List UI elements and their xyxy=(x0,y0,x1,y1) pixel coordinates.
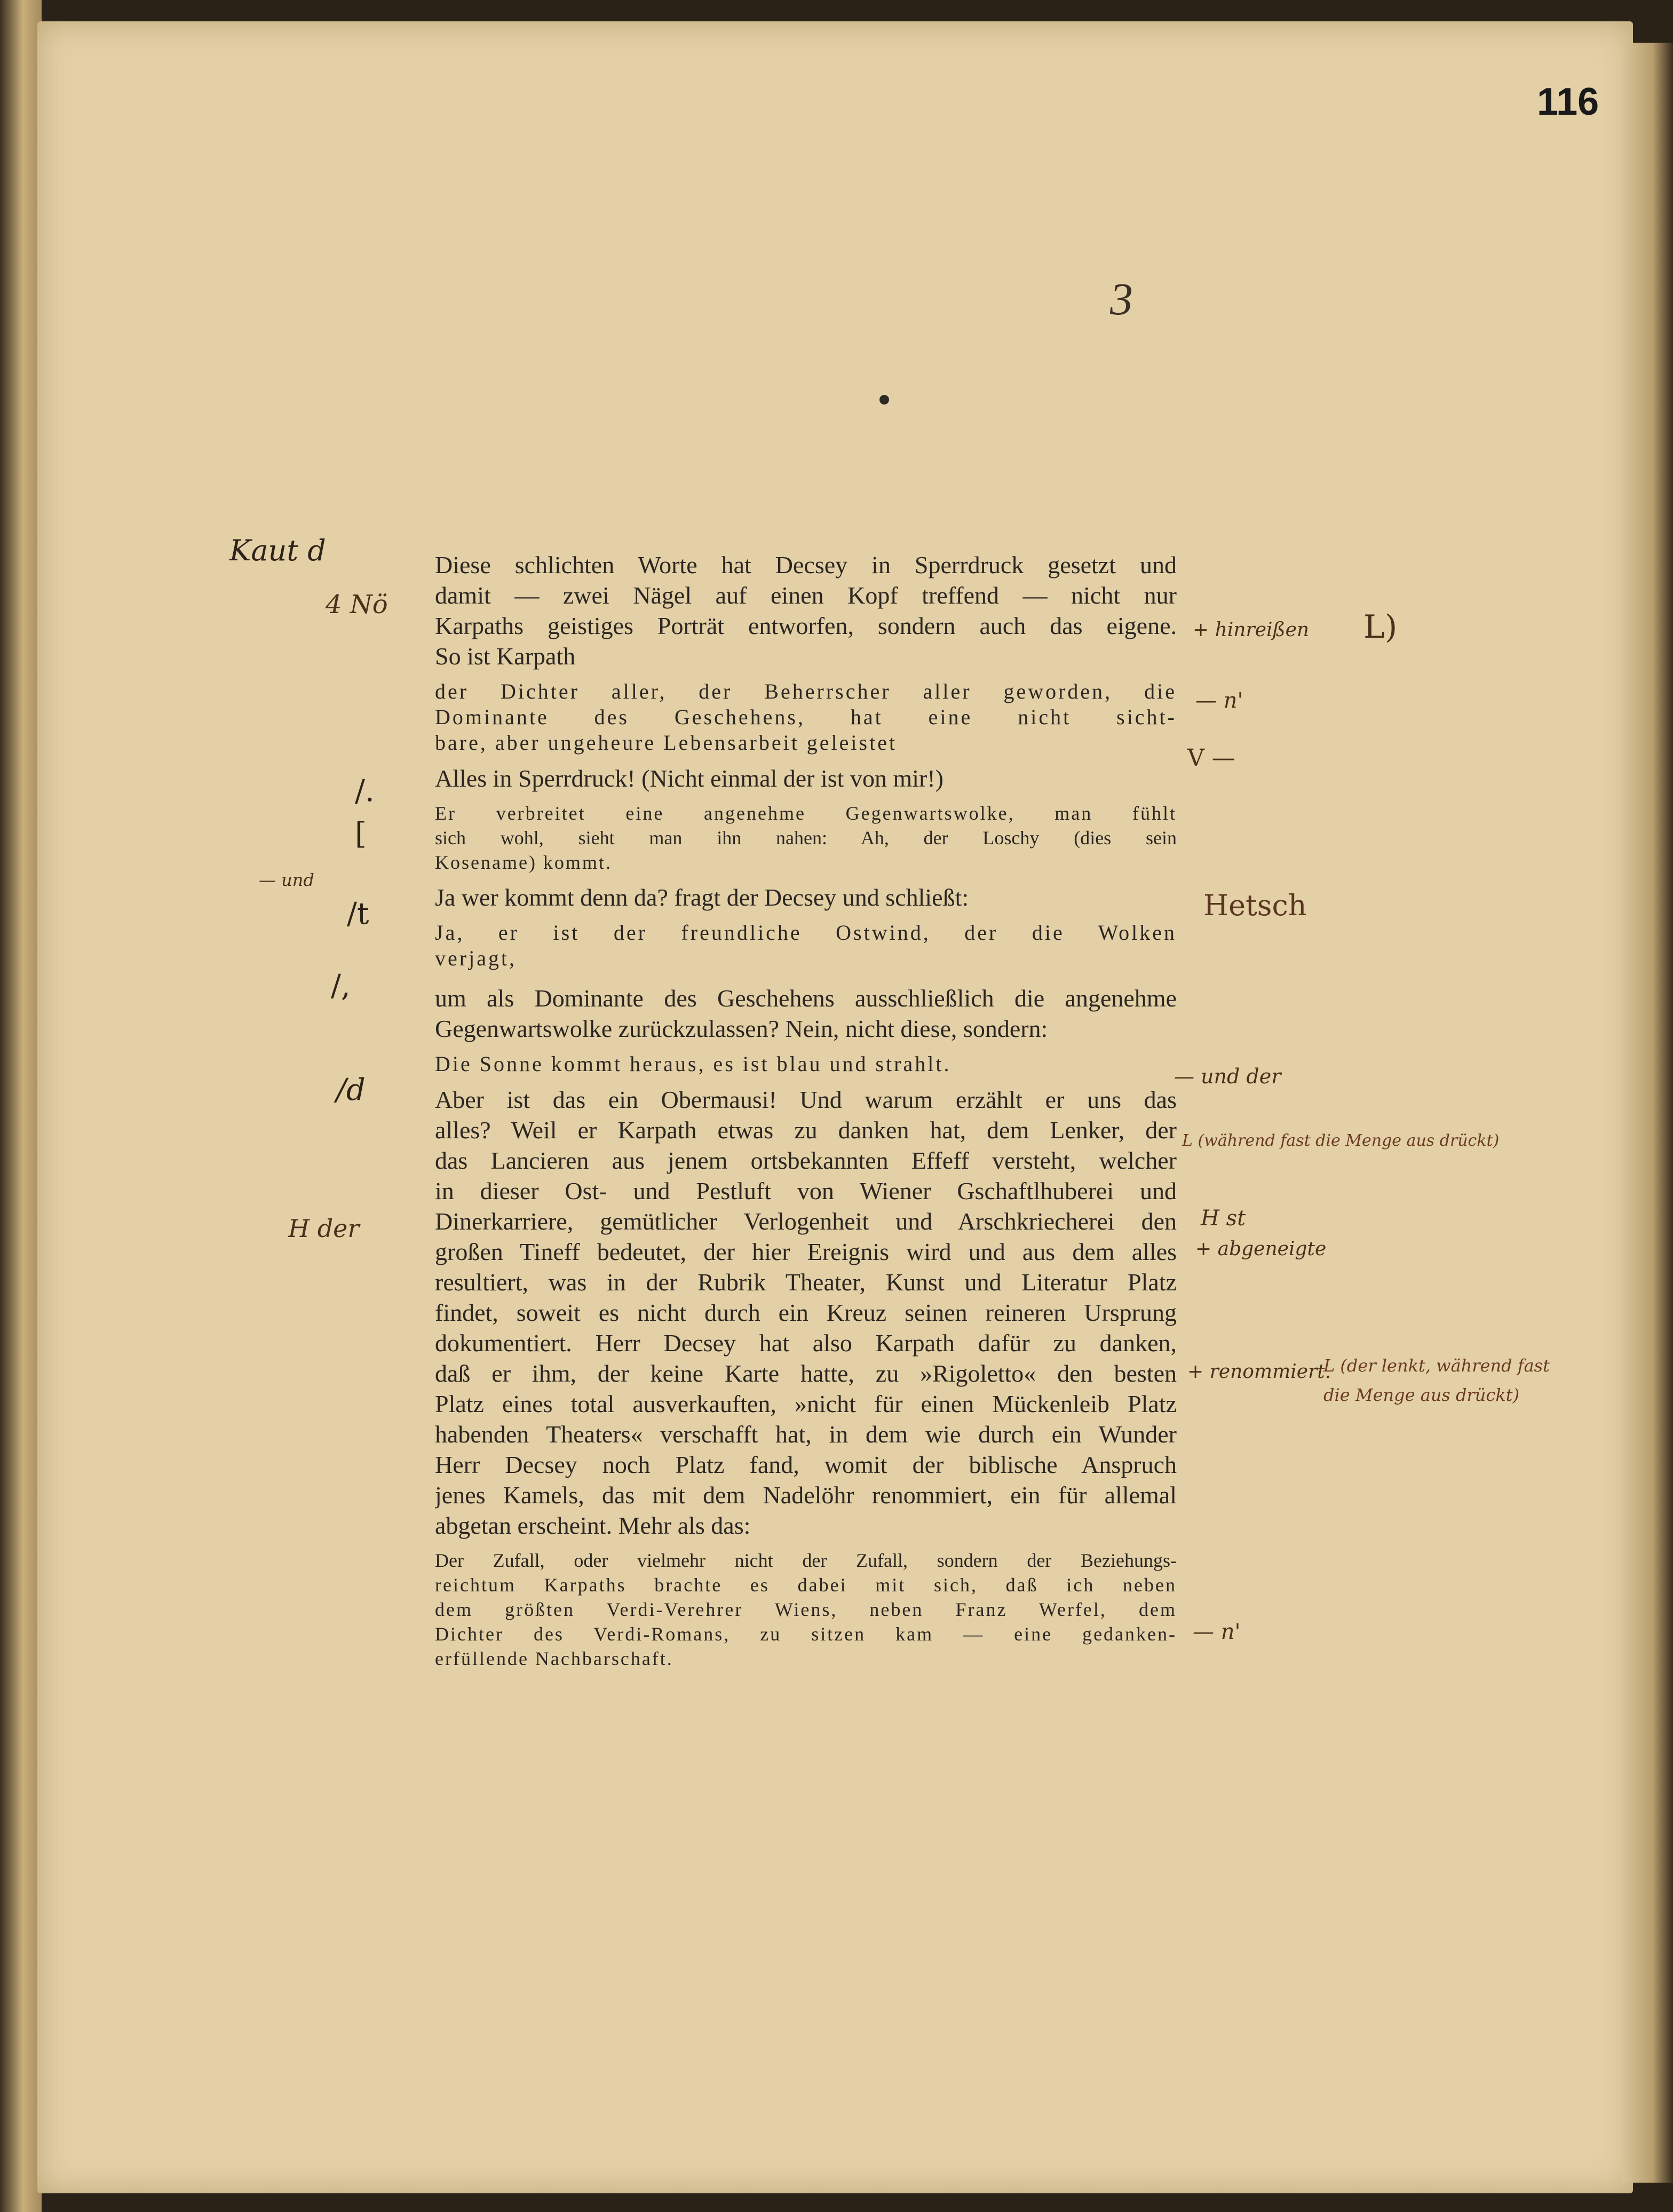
ink-dot xyxy=(879,395,889,405)
quote-3 xyxy=(435,920,1177,971)
adjacent-page-edge xyxy=(0,0,42,2212)
margin-mark: /, xyxy=(331,969,351,1003)
text-line: der Dichter aller, der Beherrscher aller geworden, die xyxy=(435,679,1177,703)
text-line: habenden Theaters« verschafft hat, in dem wie durch ein Wunder xyxy=(435,1421,1177,1448)
text-line: abgetan erscheint. Mehr als das: xyxy=(435,1512,751,1539)
margin-mark: [ xyxy=(355,816,367,851)
margin-mark: /. xyxy=(355,774,375,808)
text-line: So ist Karpath xyxy=(435,643,576,670)
margin-note: H der xyxy=(288,1214,360,1243)
text-line: resultiert, was in der Rubrik Theater, Kunst und Literatur Platz xyxy=(435,1268,1177,1296)
quote-5 xyxy=(435,1548,1177,1671)
margin-note: + hinreißen xyxy=(1193,619,1310,641)
margin-mark: /t xyxy=(347,897,369,931)
text-line: bare, aber ungeheure Lebensarbeit geleistet xyxy=(435,731,898,755)
margin-note: — und xyxy=(259,870,314,890)
margin-note: V — xyxy=(1187,744,1235,772)
page-right-edge xyxy=(1622,43,1673,2183)
text-line: Herr Decsey noch Platz fand, womit der biblische Anspruch xyxy=(435,1451,1177,1478)
paragraph-2 xyxy=(435,763,1177,794)
text-line: dokumentiert. Herr Decsey hat also Karpath dafür zu danken, xyxy=(435,1329,1177,1357)
text-line: jenes Kamels, das mit dem Nadelöhr renommiert, ein für allemal xyxy=(435,1481,1177,1509)
text-line: Karpaths geistiges Porträt entworfen, sondern auch das eigene. xyxy=(435,612,1177,639)
margin-note: H st xyxy=(1201,1206,1246,1231)
margin-note: — n' xyxy=(1193,1620,1241,1644)
text-line: findet, soweit es nicht durch ein Kreuz seinen reineren Ursprung xyxy=(435,1299,1177,1326)
quote-1 xyxy=(435,679,1177,756)
margin-note: Kaut d xyxy=(229,534,326,567)
text-line: verjagt, xyxy=(435,946,517,970)
page-number: 3 xyxy=(1110,273,1133,324)
paragraph-4 xyxy=(435,983,1177,1044)
paragraph-3 xyxy=(435,882,1177,913)
text-line: alles? Weil er Karpath etwas zu danken hat, dem Lenker, der xyxy=(435,1116,1177,1144)
typescript-body xyxy=(435,550,1177,1671)
text-line: Platz eines total ausverkauften, »nicht für einen Mückenleib Platz xyxy=(435,1390,1177,1417)
text-line: Kosename) kommt. xyxy=(435,852,612,873)
text-line: Ja, er ist der freundliche Ostwind, der die Wolken xyxy=(435,921,1177,945)
text-line: in dieser Ost- und Pestluft von Wiener Gschaftlhuberei und xyxy=(435,1177,1177,1204)
margin-note: Hetsch xyxy=(1203,889,1307,922)
text-line: großen Tineff bedeutet, der hier Ereignis wird und aus dem alles xyxy=(435,1238,1177,1265)
text-line: um als Dominante des Geschehens ausschließlich die angenehme xyxy=(435,985,1177,1012)
paragraph-5 xyxy=(435,1084,1177,1541)
text-line: sich wohl, sieht man ihn nahen: Ah, der Loschy (dies sein xyxy=(435,827,1177,849)
margin-note: L (der lenkt, während fast xyxy=(1323,1355,1550,1376)
margin-note: L) xyxy=(1363,608,1398,646)
text-line: Ja wer kommt denn da? fragt der Decsey und schließt: xyxy=(435,884,969,911)
margin-note: L (während fast die Menge aus drückt) xyxy=(1182,1131,1500,1150)
text-line: Er verbreitet eine angenehme Gegenwartswolke, man fühlt xyxy=(435,803,1177,824)
paragraph-1 xyxy=(435,550,1177,671)
text-line: das Lancieren aus jenem ortsbekannten Effeff versteht, welcher xyxy=(435,1147,1177,1174)
text-line: dem größten Verdi-Verehrer Wiens, neben Franz Werfel, dem xyxy=(435,1599,1177,1620)
margin-note: 4 Nö xyxy=(326,590,388,620)
text-line: Der Zufall, oder vielmehr nicht der Zufall, sondern der Beziehungs- xyxy=(435,1550,1177,1571)
margin-note: + renommiert. xyxy=(1187,1361,1331,1383)
text-line: Dichter des Verdi-Romans, zu sitzen kam — eine gedanken- xyxy=(435,1623,1177,1645)
text-line: damit — zwei Nägel auf einen Kopf treffend — nicht nur xyxy=(435,582,1177,609)
margin-note: + abgeneigte xyxy=(1195,1238,1327,1260)
text-line: reichtum Karpaths brachte es dabei mit sich, daß ich neben xyxy=(435,1574,1177,1596)
text-line: Dominante des Geschehens, hat eine nicht sicht- xyxy=(435,705,1177,729)
text-line: Aber ist das ein Obermausi! Und warum erzählt er uns das xyxy=(435,1086,1177,1113)
text-line: Diese schlichten Worte hat Decsey in Sperrdruck gesetzt und xyxy=(435,551,1177,578)
quote-2 xyxy=(435,801,1177,875)
margin-note: — n' xyxy=(1195,688,1243,713)
margin-note: — und der xyxy=(1174,1065,1281,1088)
text-line: Dinerkarriere, gemütlicher Verlogenheit und Arschkriecherei den xyxy=(435,1208,1177,1235)
text-line: erfüllende Nachbarschaft. xyxy=(435,1648,673,1669)
margin-mark: /d xyxy=(336,1073,366,1107)
text-line: Gegenwartswolke zurückzulassen? Nein, nicht diese, sondern: xyxy=(435,1015,1048,1042)
quote-4 xyxy=(435,1051,1177,1077)
text-line: daß er ihm, der keine Karte hatte, zu »Rigoletto« den besten xyxy=(435,1360,1177,1387)
text-line: Alles in Sperrdruck! (Nicht einmal der ist von mir!) xyxy=(435,765,943,792)
folio-number: 116 xyxy=(1537,81,1599,123)
margin-note: die Menge aus drückt) xyxy=(1323,1385,1520,1405)
text-line: Die Sonne kommt heraus, es ist blau und strahlt. xyxy=(435,1052,952,1076)
